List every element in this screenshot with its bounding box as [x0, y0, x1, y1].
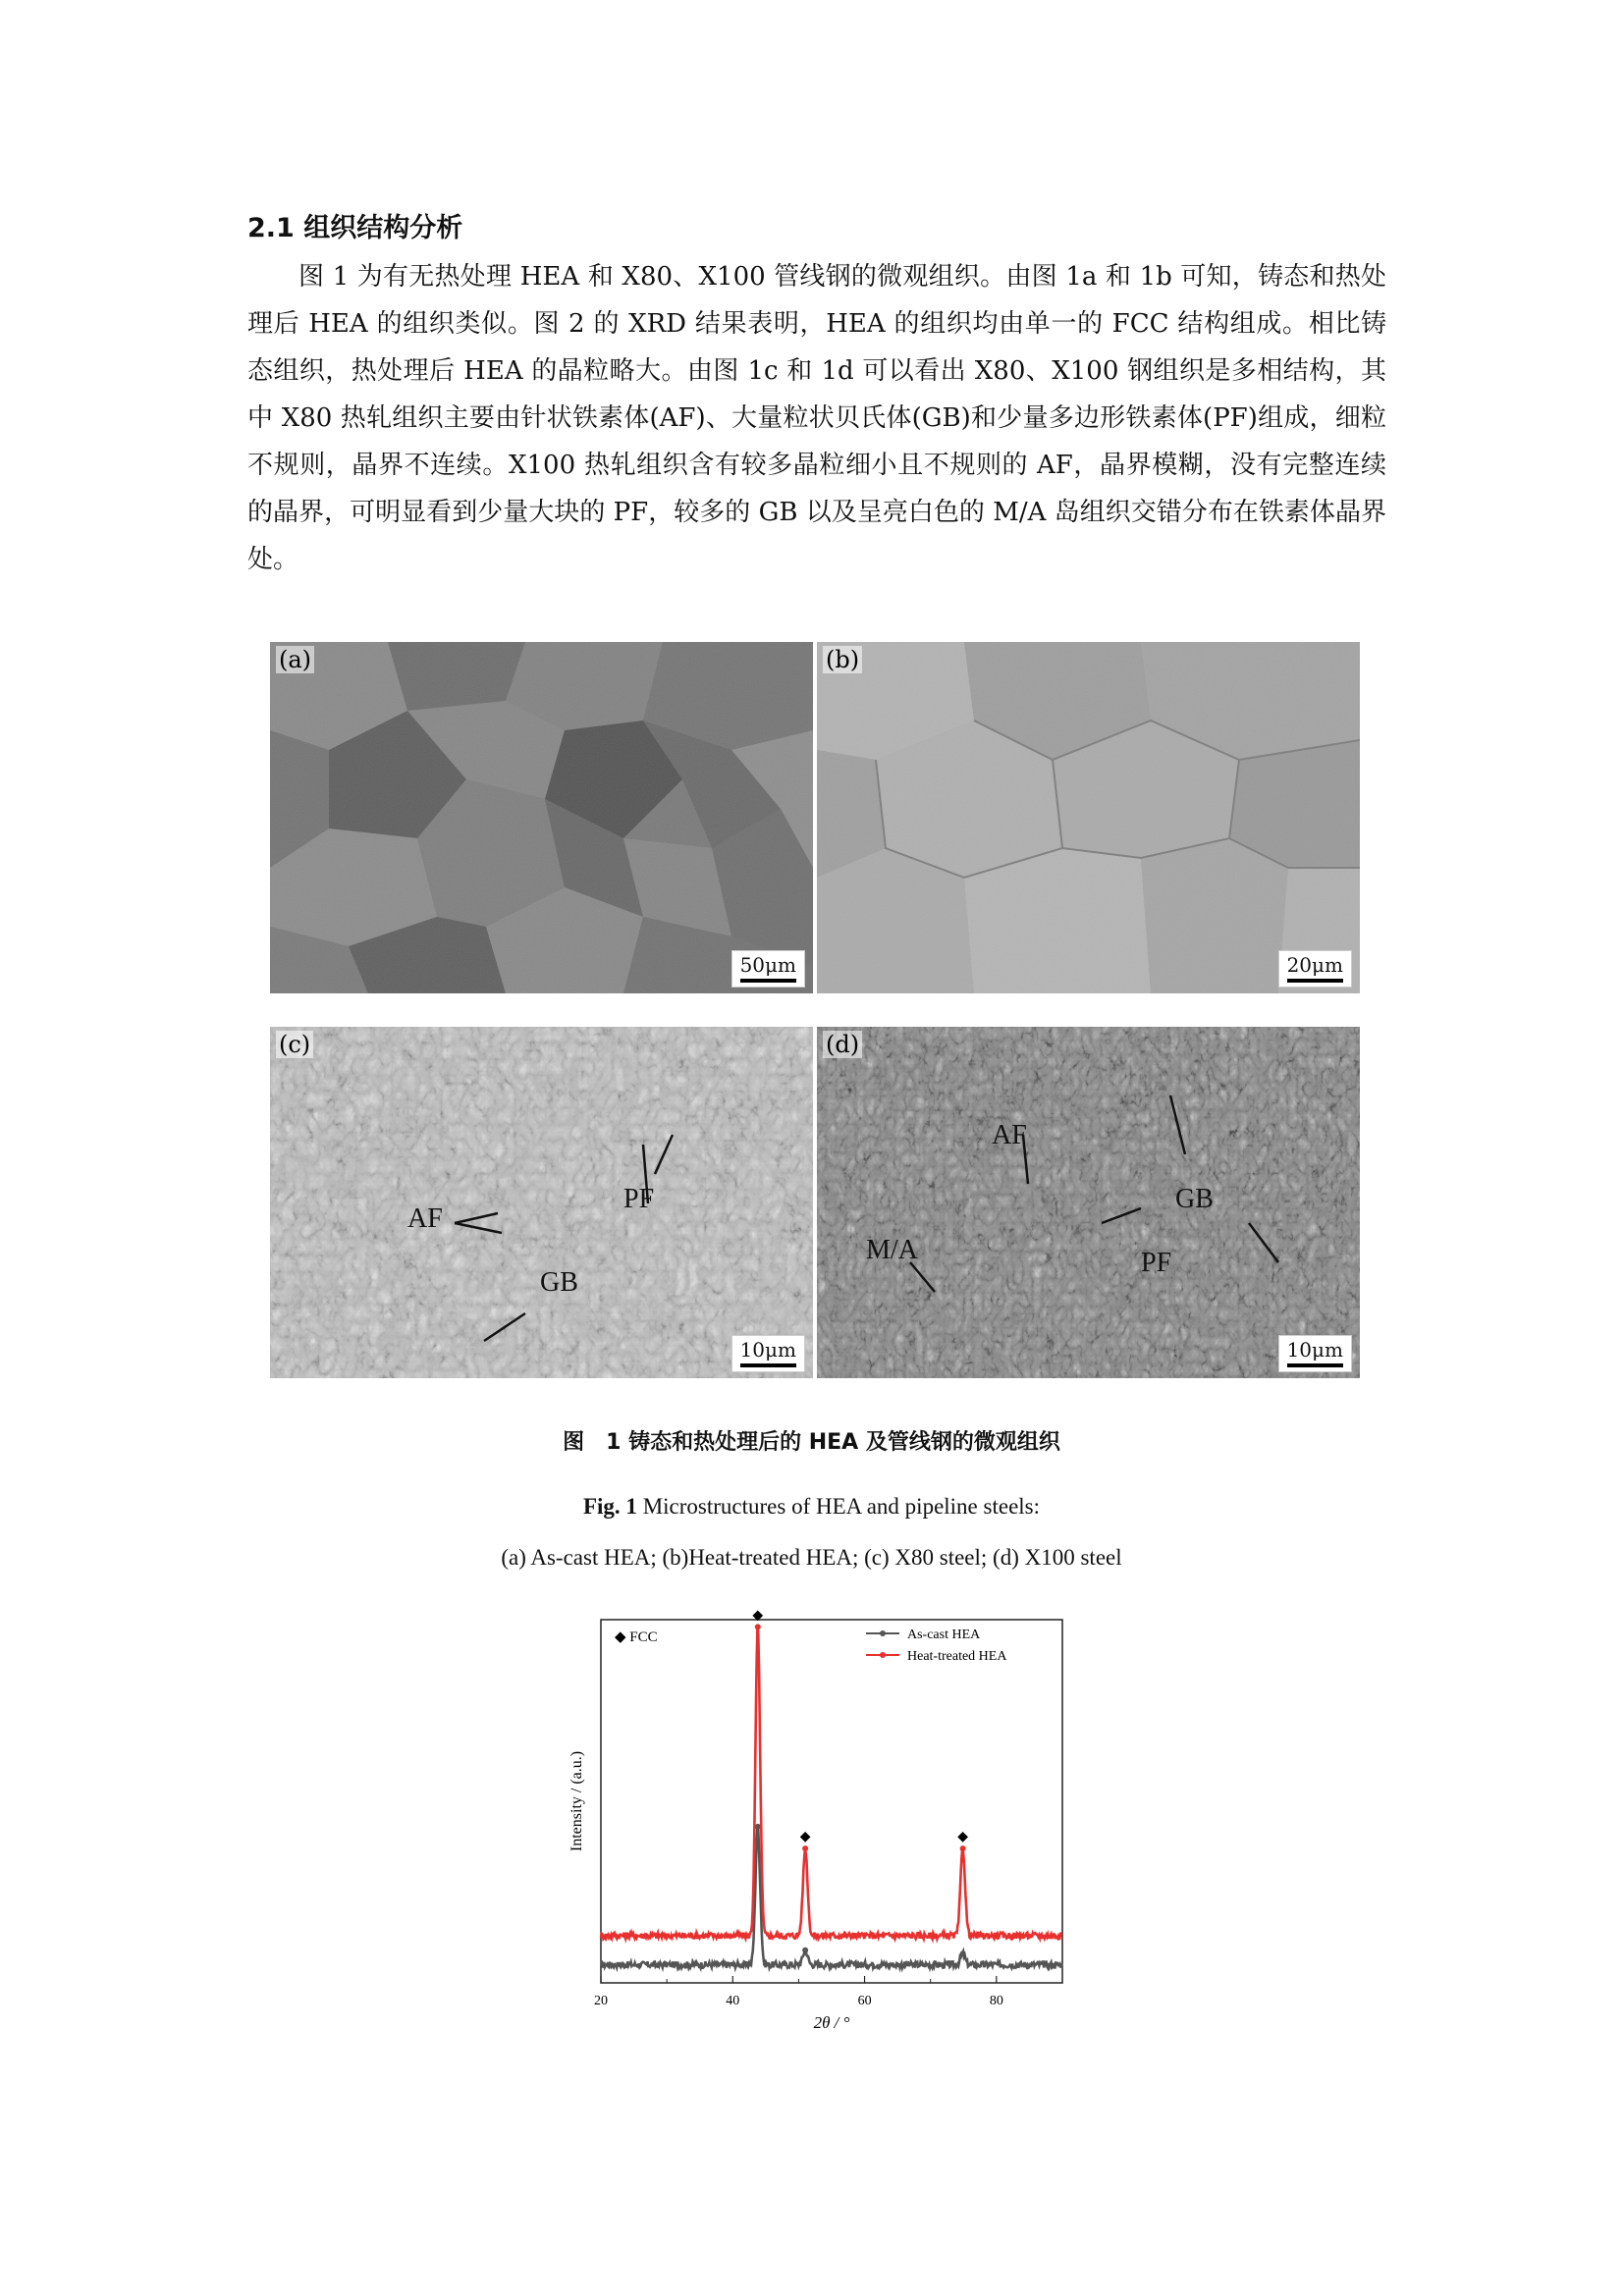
phase-label-af: AF: [407, 1203, 443, 1234]
panel-letter: (d): [823, 1031, 862, 1058]
phase-label-gb: GB: [1175, 1184, 1214, 1214]
legend-swatch-dot: [880, 1630, 886, 1636]
y-axis-label: Intensity / (a.u.): [568, 1750, 585, 1852]
series-line-0: [601, 1826, 1062, 1968]
scale-bar-label: 10μm: [1286, 1338, 1343, 1362]
panel-letter: (c): [276, 1031, 313, 1058]
scale-bar-line: [1287, 979, 1343, 983]
fcc-peak-marker: ◆: [957, 1829, 969, 1845]
figure-caption-en-title: Microstructures of HEA and pipeline steels:: [636, 1494, 1041, 1519]
scale-bar-line: [740, 1363, 796, 1367]
scale-bar: [1278, 1335, 1352, 1372]
scale-bar-label: 10μm: [739, 1338, 796, 1362]
scale-bar: [731, 1335, 805, 1372]
micrograph-panel-c: [270, 1027, 813, 1378]
xrd-chart: [550, 1610, 1080, 2052]
phase-label-pf: PF: [1141, 1248, 1172, 1278]
panel-letter: (b): [823, 646, 862, 673]
micrograph-b-image: [817, 642, 1360, 993]
figure-caption-en: [0, 1494, 1623, 1520]
x-tick-label: 20: [594, 1994, 608, 2008]
scale-bar-line: [1287, 1363, 1343, 1367]
series-peak-point: [960, 1845, 966, 1851]
legend-swatch-dot: [880, 1652, 886, 1658]
xrd-chart-svg: [550, 1610, 1080, 2052]
phase-label-pf: PF: [623, 1184, 655, 1214]
scale-bar: [1278, 950, 1352, 988]
figure-caption-en-line2: (a) As-cast HEA; (b)Heat-treated HEA; (c) X80 steel; (d) X100 steel: [501, 1545, 1122, 1570]
x-axis-label: 2θ / °: [813, 2013, 850, 2032]
legend-label: As-cast HEA: [907, 1628, 981, 1642]
figure-1: [270, 642, 1360, 1380]
panel-letter: (a): [276, 646, 314, 673]
series-peak-point: [755, 1624, 761, 1629]
series-peak-point: [802, 1948, 808, 1953]
phase-label-ma: M/A: [866, 1235, 918, 1265]
phase-label-af: AF: [992, 1120, 1027, 1150]
micrograph-a-image: [270, 642, 813, 993]
figure-caption-cn: 图 1 铸态和热处理后的 HEA 及管线钢的微观组织: [563, 1430, 1060, 1455]
x-tick-label: 60: [857, 1994, 872, 2008]
micrograph-d-image: [817, 1027, 1360, 1378]
scale-bar-label: 20μm: [1286, 953, 1343, 977]
series-peak-point: [960, 1950, 966, 1956]
x-tick-label: 80: [989, 1994, 1003, 2008]
micrograph-panel-a: [270, 642, 813, 993]
section-heading: 2.1 组织结构分析: [247, 213, 463, 243]
micrograph-panel-b: [817, 642, 1360, 993]
micrograph-c-image: [270, 1027, 813, 1378]
x-tick-label: 40: [726, 1994, 740, 2008]
legend-label: Heat-treated HEA: [907, 1649, 1007, 1664]
fcc-annotation: ◆ FCC: [615, 1629, 658, 1645]
body-text: [247, 253, 1386, 583]
phase-label-gb: GB: [540, 1267, 578, 1298]
figure-caption-en-label: Fig. 1: [582, 1494, 637, 1519]
scale-bar: [731, 950, 805, 988]
fcc-peak-marker: ◆: [799, 1829, 811, 1845]
fcc-peak-marker: ◆: [752, 1610, 764, 1624]
scale-bar-label: 50μm: [739, 953, 796, 977]
series-line-1: [601, 1627, 1062, 1939]
micrograph-panel-d: [817, 1027, 1360, 1378]
scale-bar-line: [740, 979, 796, 983]
paragraph: 图 1 为有无热处理 HEA 和 X80、X100 管线钢的微观组织。由图 1a 和 1b 可知，铸态和热处理后 HEA 的组织类似。图 2 的 XRD 结果表明，HEA 的组织均由单一的 FCC 结构组成。相比铸态组织，热处理后 HEA 的晶粒略大。由图 1c 和 1d 可以看出 X80、X100 钢组织是多相结构，其中 X80 热轧组织主要由针状铁素体(AF)、大量粒状贝氏体(GB)和少量多边形铁素体(PF)组成，细粒不规则，晶界不连续。X100 热轧组织含有较多晶粒细小且不规则的 AF，晶界模糊，没有完整连续的晶界，可明显看到少量大块的 PF，较多的 GB 以及呈亮白色的 M/A 岛组织交错分布在铁素体晶界处。: [247, 262, 1386, 574]
series-peak-point: [802, 1845, 808, 1851]
plot-frame: [601, 1620, 1062, 1983]
